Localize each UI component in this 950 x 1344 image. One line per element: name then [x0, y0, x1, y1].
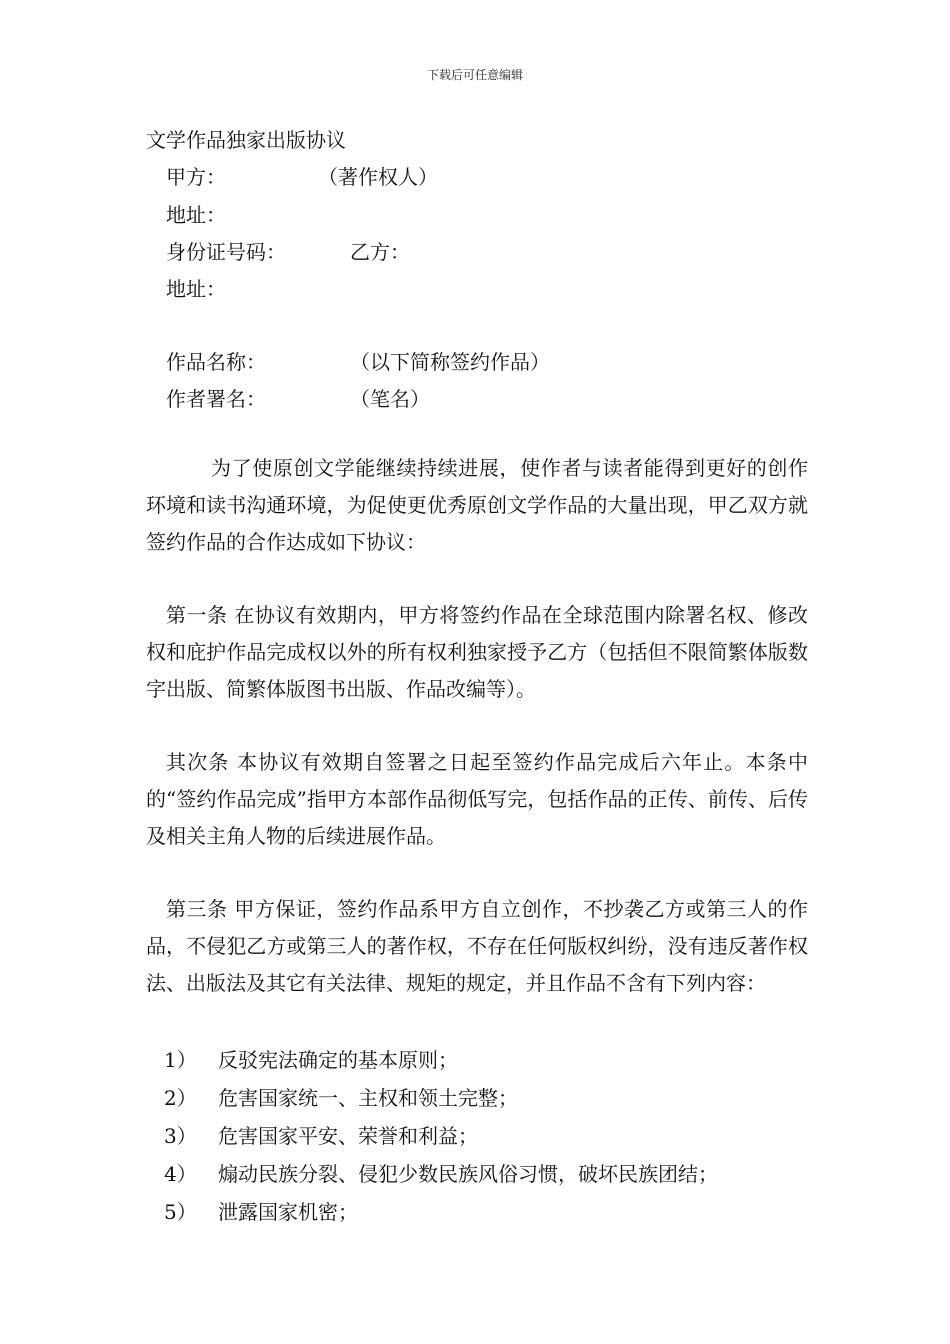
party-a-line [166, 161, 438, 190]
work-name-line [166, 346, 550, 375]
document-title: 文学作品独家出版协议 [146, 128, 346, 152]
list-item-number: 3） [164, 1124, 197, 1148]
article-3: 第三条 甲方保证，签约作品系甲方自立创作，不抄袭乙方或第三人的作品，不侵犯乙方或第三人的著作权，不存在任何版权纠纷，没有违反著作权法、出版法及其它有关法律、规矩的规定，并且作品不含有下列内容： [146, 897, 808, 995]
list-item-number: 2） [164, 1086, 197, 1110]
list-item-number: 4） [164, 1162, 197, 1186]
author-line [166, 383, 430, 412]
list-item-number: 5） [164, 1200, 197, 1224]
article-2: 其次条 本协议有效期自签署之日起至签约作品完成后六年止。本条中的“签约作品完成”指甲方本部作品彻低写完，包括作品的正传、前传、后传及相关主角人物的后续进展作品。 [146, 750, 808, 848]
article-1: 第一条 在协议有效期内，甲方将签约作品在全球范围内除署名权、修改权和庇护作品完成权以外的所有权利独家授予乙方（包括但不限简繁体版数字出版、简繁体版图书出版、作品改编等）。 [146, 603, 808, 701]
id-line [166, 236, 410, 265]
list-item-text: 危害国家统一、主权和领土完整； [218, 1086, 518, 1110]
address-b-line [166, 273, 226, 302]
party-b-label: 乙方： [350, 240, 410, 264]
address-b-label: 地址： [166, 277, 226, 301]
list-item-text: 泄露国家机密； [218, 1200, 358, 1224]
list-item-text: 反驳宪法确定的基本原则； [218, 1048, 458, 1072]
author-note: （笔名） [350, 387, 430, 411]
list-item-text: 危害国家平安、荣誉和利益； [218, 1124, 478, 1148]
preamble-paragraph: 为了使原创文学能继续持续进展，使作者与读者能得到更好的创作环境和读书沟通环境，为促使更优秀原创文学作品的大量出现，甲乙双方就签约作品的合作达成如下协议： [146, 456, 808, 554]
party-a-note: （著作权人） [318, 165, 438, 189]
work-name-note: （以下简称签约作品） [350, 350, 550, 374]
list-item-number: 1） [164, 1048, 197, 1072]
address-a-label: 地址： [166, 203, 226, 227]
work-name-label: 作品名称： [166, 350, 266, 374]
author-label: 作者署名： [166, 387, 266, 411]
list-item-text: 煽动民族分裂、侵犯少数民族风俗习惯，破坏民族团结； [218, 1162, 718, 1186]
party-a-label: 甲方： [166, 165, 226, 189]
id-label: 身份证号码： [166, 240, 286, 264]
page-header: 下载后可任意编辑 [426, 68, 523, 82]
address-a-line [166, 199, 226, 228]
